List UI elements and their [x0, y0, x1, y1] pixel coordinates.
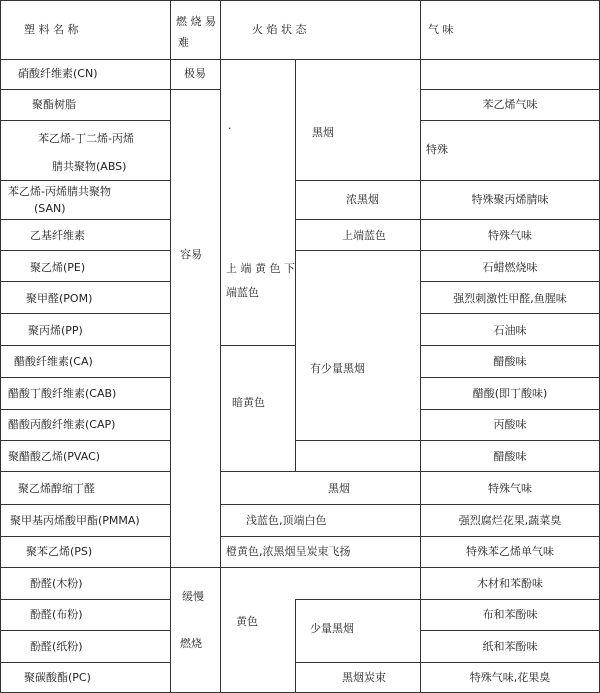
flame-black-wide: 黑烟 — [328, 482, 350, 495]
odor-cell: 强烈刺激性甲醛,鱼腥味 — [453, 292, 567, 305]
flame-top-blue: 上端蓝色 — [342, 229, 386, 242]
burn-very-easy: 极易 — [184, 67, 206, 80]
plastic-name: 聚丙烯(PP) — [28, 324, 83, 337]
header-burn-ease: 燃 烧 易 — [176, 15, 216, 28]
plastic-name: 聚甲醛(POM) — [26, 292, 93, 305]
header-odor: 气 味 — [428, 23, 454, 36]
header-flame-state: 火 焰 状 态 — [252, 23, 307, 36]
odor-cell: 木材和苯酚味 — [477, 577, 543, 590]
flame-dot: · — [228, 122, 232, 135]
plastic-name: 酚醛(布粉) — [30, 608, 83, 621]
plastic-name: 醋酸丙酸纤维素(CAP) — [8, 418, 116, 431]
plastic-name: 聚乙烯醇缩丁醛 — [18, 482, 95, 495]
plastic-name: 聚醋酸乙烯(PVAC) — [8, 450, 101, 463]
flame-yellow: 黄色 — [236, 615, 258, 628]
flame-dark-yellow: 暗黄色 — [232, 396, 265, 409]
plastic-name: 酚醛(纸粉) — [30, 640, 83, 653]
plastic-name: 乙基纤维素 — [30, 229, 85, 242]
odor-cell: 特殊气味,花果臭 — [469, 671, 551, 684]
plastic-name: 硝酸纤维素(CN) — [18, 67, 98, 80]
odor-cell: 特殊 — [426, 143, 448, 156]
odor-cell: 醋酸味 — [493, 355, 527, 368]
burn-easy: 容易 — [180, 248, 202, 261]
flame-top-yellow-2: 端蓝色 — [226, 286, 259, 299]
flame-black-charcoal: 黑烟炭束 — [342, 671, 386, 684]
plastic-name: 酚醛(木粉) — [30, 577, 83, 590]
flame-little-black: 少量黑烟 — [310, 622, 354, 635]
odor-cell: 石油味 — [493, 324, 527, 337]
plastic-name: 聚酯树脂 — [32, 98, 76, 111]
odor-cell: 纸和苯酚味 — [482, 640, 538, 653]
plastic-name: 聚苯乙烯(PS) — [26, 545, 93, 558]
flame-orange: 橙黄色,浓黑烟呈炭束飞扬 — [226, 545, 351, 558]
flame-black-smoke: 黑烟 — [312, 126, 334, 139]
plastic-name: (SAN) — [34, 202, 66, 215]
odor-cell: 特殊气味 — [488, 482, 532, 495]
flame-some-black: 有少量黑烟 — [310, 362, 365, 375]
plastic-name: 苯乙烯-丙烯腈共聚物 — [8, 185, 111, 198]
odor-cell: 布和苯酚味 — [482, 608, 538, 621]
plastic-name: 醋酸纤维素(CA) — [14, 355, 93, 368]
plastic-name: 醋酸丁酸纤维素(CAB) — [8, 387, 117, 400]
odor-cell: 石蜡燃烧味 — [482, 261, 538, 274]
plastic-name: 腈共聚物(ABS) — [52, 160, 127, 173]
flame-top-yellow: 上 端 黄 色 下 — [226, 262, 295, 275]
odor-cell: 特殊聚丙烯腈味 — [471, 193, 549, 206]
plastic-name: 聚碳酸酯(PC) — [24, 671, 91, 684]
odor-cell: 特殊苯乙烯单气味 — [466, 545, 554, 558]
burn-slow: 缓慢 — [182, 590, 204, 603]
flame-light-blue: 浅蓝色,顶端白色 — [246, 514, 327, 527]
odor-cell: 丙酸味 — [493, 418, 527, 431]
odor-cell: 醋酸(即丁酸味) — [472, 387, 548, 400]
header-burn-ease-2: 难 — [178, 36, 189, 49]
plastic-name: 聚乙烯(PE) — [30, 261, 86, 274]
odor-cell: 醋酸味 — [493, 450, 527, 463]
flame-dense-black: 浓黑烟 — [346, 193, 379, 206]
burn-slow-2: 燃烧 — [180, 637, 202, 650]
header-plastic-name: 塑 料 名 称 — [24, 23, 79, 36]
odor-cell: 强烈腐烂花果,蔬菜臭 — [458, 514, 562, 527]
plastic-name: 聚甲基丙烯酸甲酯(PMMA) — [10, 514, 140, 527]
odor-cell: 苯乙烯气味 — [482, 98, 538, 111]
odor-cell: 特殊气味 — [488, 229, 532, 242]
plastic-name: 苯乙烯-丁二烯-丙烯 — [38, 132, 134, 145]
